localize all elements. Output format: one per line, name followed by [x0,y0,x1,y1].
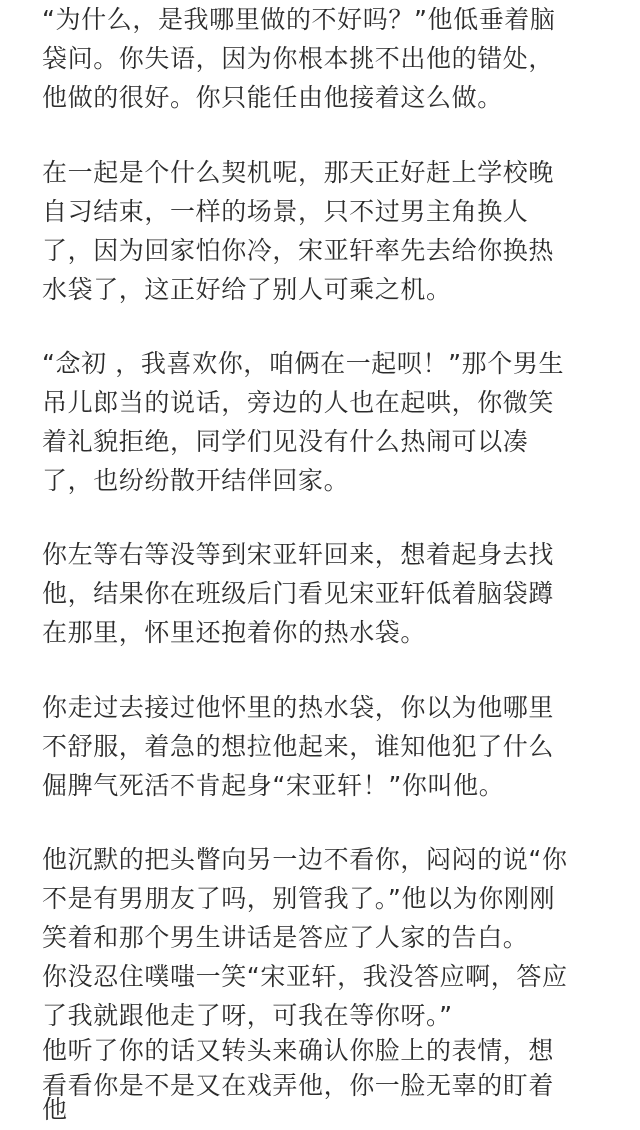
text-line: 他，结果你在班级后门看见宋亚轩低着脑袋蹲 [42,579,555,608]
text-line: 你没忍住噗嗤一笑“宋亚轩，我没答应啊，答应 [42,962,568,991]
text-line: 着礼貌拒绝，同学们见没有什么热闹可以凑 [42,427,529,456]
text-line: 自习结束，一样的场景，只不过男主角换人 [42,197,529,226]
text-line: 你走过去接过他怀里的热水袋，你以为他哪里 [42,693,555,722]
text-line: 袋问。你失语，因为你根本挑不出他的错处， [42,44,555,73]
text-line: 不舒服，着急的想拉他起来，谁知他犯了什么 [42,732,555,761]
text-line: 了，因为回家怕你冷，宋亚轩率先去给你换热 [42,236,555,265]
text-line: 水袋了，这正好给了别人可乘之机。 [42,275,452,304]
text-line: 他 [42,1095,68,1124]
text-line: 在一起是个什么契机呢，那天正好赶上学校晚 [42,158,555,187]
text-line: 你左等右等没等到宋亚轩回来，想着起身去找 [42,540,555,569]
text-line: 看看你是不是又在戏弄他，你一脸无辜的盯着 [42,1071,555,1100]
text-line: 他沉默的把头瞥向另一边不看你，闷闷的说“你 [42,845,568,874]
text-line: 了，也纷纷散开结伴回家。 [42,466,350,495]
text-line: 不是有男朋友了吗，别管我了。”他以为你刚刚 [42,884,556,913]
text-line: 吊儿郎当的说话，旁边的人也在起哄，你微笑 [42,388,555,417]
text-line: “为什么，是我哪里做的不好吗？”他低垂着脑 [42,5,556,34]
text-line: 了我就跟他走了呀，可我在等你呀。” [42,1001,453,1030]
text-line: 他听了你的话又转头来确认你脸上的表情，想 [42,1036,555,1065]
text-line: 他做的很好。你只能任由他接着这么做。 [42,83,503,112]
text-line: 在那里，怀里还抱着你的热水袋。 [42,618,427,647]
text-line: “念初 ，我喜欢你，咱俩在一起呗！”那个男生 [42,349,565,378]
text-line: 笑着和那个男生讲话是答应了人家的告白。 [42,923,529,952]
text-line: 倔脾气死活不肯起身“宋亚轩！”你叫他。 [42,771,505,800]
